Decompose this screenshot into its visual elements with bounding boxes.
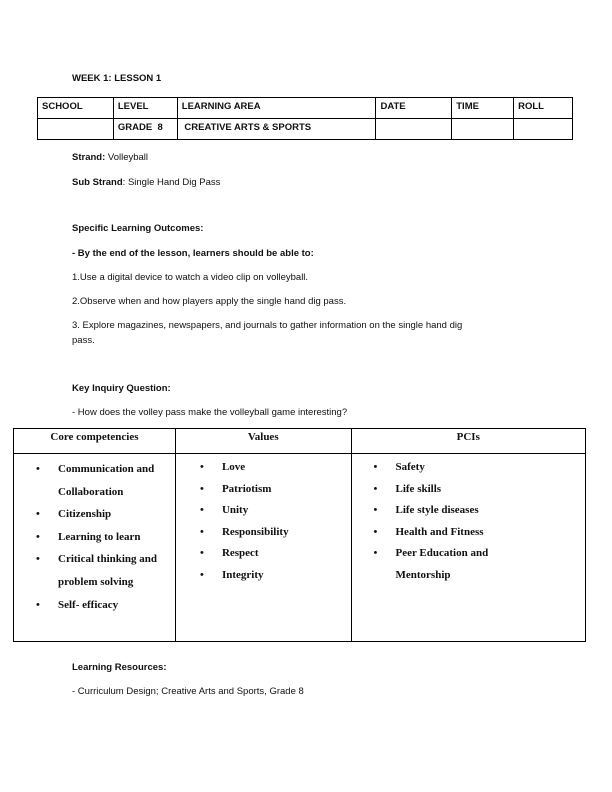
- week-lesson-heading: WEEK 1: LESSON 1: [72, 73, 162, 84]
- list-item: • Communication and Collaboration: [36, 458, 168, 503]
- slo-intro: - By the end of the lesson, learners should be able to:: [72, 248, 314, 259]
- list-item: • Learning to learn: [36, 526, 175, 549]
- slo-item-cont: pass.: [72, 335, 95, 346]
- table-header-row: [38, 98, 573, 119]
- date-value: [376, 119, 452, 140]
- header-date: DATE: [376, 98, 452, 119]
- info-table: [37, 97, 573, 140]
- slo-item: 3. Explore magazines, newspapers, and journals to gather information on the single hand dig: [72, 320, 463, 331]
- header-core-competencies: Core competencies: [14, 429, 176, 454]
- sub-strand: Sub Strand: Single Hand Dig Pass: [72, 177, 221, 188]
- resource-item: - Curriculum Design; Creative Arts and Sports, Grade 8: [72, 686, 304, 697]
- kiq-question: - How does the volley pass make the volleyball game interesting?: [72, 407, 348, 418]
- list-item: • Patriotism: [200, 479, 351, 501]
- list-item: • Responsibility: [200, 522, 351, 544]
- core-competencies-cell: [14, 454, 176, 642]
- header-values: Values: [175, 429, 351, 454]
- header-level: LEVEL: [113, 98, 177, 119]
- pcis-cell: [351, 454, 586, 642]
- values-cell: [175, 454, 351, 642]
- table-row: [38, 119, 573, 140]
- list-item: • Integrity: [200, 565, 351, 587]
- learning-area-value: CREATIVE ARTS & SPORTS: [177, 119, 376, 140]
- slo-heading: Specific Learning Outcomes:: [72, 223, 204, 234]
- list-item: • Citizenship: [36, 503, 175, 526]
- header-pcis: PCIs: [351, 429, 586, 454]
- slo-item: 1.Use a digital device to watch a video clip on volleyball.: [72, 272, 309, 283]
- table-row: [14, 454, 586, 642]
- table-header-row: [14, 429, 586, 454]
- list-item: • Safety: [374, 457, 586, 479]
- header-school: SCHOOL: [38, 98, 114, 119]
- list-item: • Life skills: [374, 479, 586, 501]
- list-item: • Self- efficacy: [36, 594, 175, 617]
- header-time: TIME: [452, 98, 514, 119]
- level-value: GRADE 8: [113, 119, 177, 140]
- school-value: [38, 119, 114, 140]
- list-item: • Respect: [200, 543, 351, 565]
- strand: Strand: Volleyball: [72, 152, 149, 163]
- roll-value: [514, 119, 573, 140]
- competencies-table: [13, 428, 586, 642]
- header-roll: ROLL: [514, 98, 573, 119]
- list-item: • Peer Education and Mentorship: [374, 543, 511, 586]
- list-item: • Critical thinking and problem solving: [36, 548, 168, 593]
- resources-heading: Learning Resources:: [72, 662, 167, 673]
- header-learning-area: LEARNING AREA: [177, 98, 376, 119]
- list-item: • Love: [200, 457, 351, 479]
- slo-item: 2.Observe when and how players apply the single hand dig pass.: [72, 296, 347, 307]
- time-value: [452, 119, 514, 140]
- list-item: • Life style diseases: [374, 500, 586, 522]
- kiq-heading: Key Inquiry Question:: [72, 383, 171, 394]
- list-item: • Health and Fitness: [374, 522, 586, 544]
- list-item: • Unity: [200, 500, 351, 522]
